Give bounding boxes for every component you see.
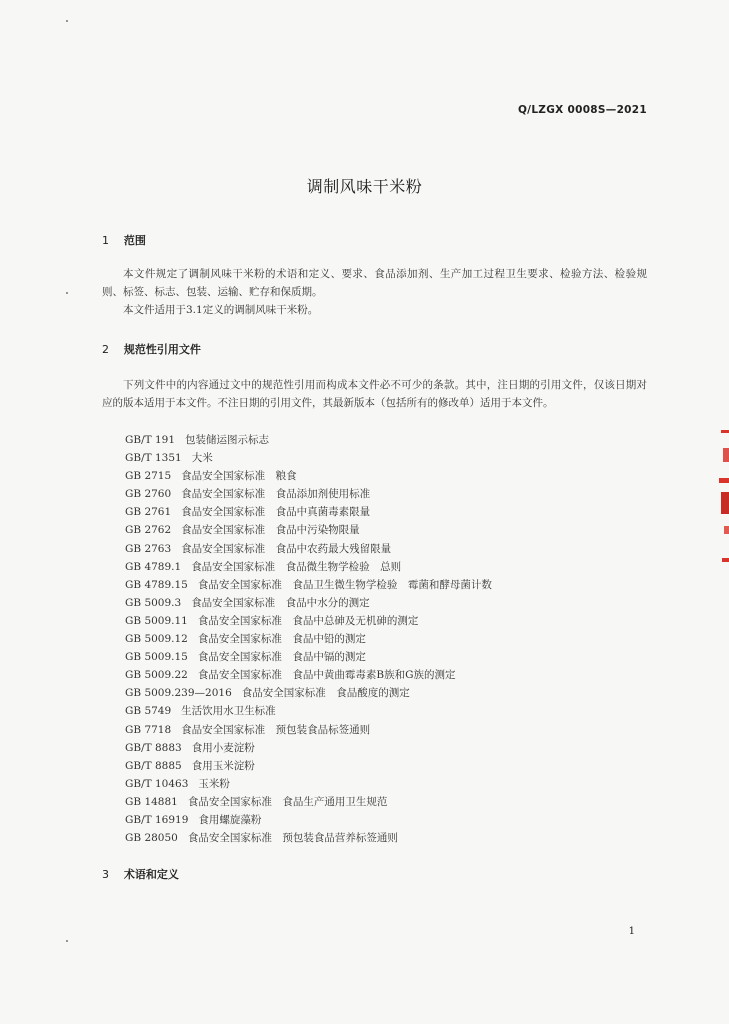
document-title: 调制风味干米粉 xyxy=(306,177,423,196)
section-title: 规范性引用文件 xyxy=(123,343,201,356)
section-number: 3 xyxy=(102,868,109,881)
reference-item xyxy=(125,540,492,558)
reference-code: GB 5009.11 xyxy=(125,614,188,627)
reference-title: 食品安全国家标准 食品生产通用卫生规范 xyxy=(187,795,388,808)
reference-title: 食品安全国家标准 预包装食品营养标签通则 xyxy=(187,832,398,845)
reference-title: 食用玉米淀粉 xyxy=(191,759,255,772)
reference-item xyxy=(125,811,492,829)
reference-item xyxy=(125,558,492,576)
page-number: 1 xyxy=(628,926,635,937)
reference-title: 食品安全国家标准 食品中污染物限量 xyxy=(181,524,360,537)
reference-code: GB/T 16919 xyxy=(125,813,189,826)
reference-item xyxy=(125,702,492,720)
reference-item xyxy=(125,793,492,811)
reference-code: GB 7718 xyxy=(125,723,172,736)
reference-item xyxy=(125,721,492,739)
reference-item xyxy=(125,431,492,449)
reference-code: GB 2763 xyxy=(125,542,172,555)
reference-code: GB 5009.12 xyxy=(125,633,188,646)
reference-code: GB 2760 xyxy=(125,488,172,501)
reference-item xyxy=(125,775,492,793)
reference-title: 食品安全国家标准 食品中总砷及无机砷的测定 xyxy=(197,614,419,627)
reference-title: 食品安全国家标准 食品中真菌毒素限量 xyxy=(181,506,371,519)
section-1-paragraph-1: 本文件规定了调制风味干米粉的术语和定义、要求、食品添加剂、生产加工过程卫生要求、检验方法、检验规则、标签、标志、包装、运输、贮存和保质期。 xyxy=(102,268,647,298)
reference-code: GB 14881 xyxy=(125,795,178,808)
reference-code: GB 5009.239—2016 xyxy=(125,687,232,700)
reference-code: GB/T 1351 xyxy=(125,452,182,465)
reference-item xyxy=(125,612,492,630)
reference-code: GB 5009.3 xyxy=(125,596,182,609)
section-number: 1 xyxy=(102,234,109,247)
normative-references-list xyxy=(125,431,492,847)
reference-item xyxy=(125,757,492,775)
reference-item xyxy=(125,449,492,467)
reference-code: GB 5009.22 xyxy=(125,669,188,682)
reference-title: 食品安全国家标准 食品中水分的测定 xyxy=(191,596,370,609)
scan-speck xyxy=(66,20,68,22)
reference-item xyxy=(125,829,492,847)
reference-item xyxy=(125,485,492,503)
reference-code: GB/T 8883 xyxy=(125,741,182,754)
reference-code: GB/T 191 xyxy=(125,434,176,446)
reference-item xyxy=(125,576,492,594)
reference-title: 食品安全国家标准 食品中农药最大残留限量 xyxy=(181,542,392,555)
reference-title: 包装储运图示标志 xyxy=(185,434,270,446)
reference-code: GB 5749 xyxy=(125,705,172,718)
reference-code: GB 2761 xyxy=(125,506,172,519)
reference-title: 食品安全国家标准 食品中镉的测定 xyxy=(197,651,366,664)
reference-code: GB 2715 xyxy=(125,470,172,483)
reference-title: 玉米粉 xyxy=(198,777,230,790)
section-3-heading xyxy=(102,866,179,882)
scan-speck xyxy=(66,940,68,942)
reference-title: 食品安全国家标准 预包装食品标签通则 xyxy=(181,723,371,736)
official-seal-fragment xyxy=(717,430,729,580)
reference-title: 生活饮用水卫生标准 xyxy=(181,705,276,718)
reference-item xyxy=(125,521,492,539)
section-1-heading xyxy=(102,232,146,248)
section-2-paragraph-1: 下列文件中的内容通过文中的规范性引用而构成本文件必不可少的条款。其中，注日期的引用文件，仅该日期对应的版本适用于本文件。不注日期的引用文件，其最新版本（包括所有的修改单）适用于本文件。 xyxy=(102,379,647,409)
section-number: 2 xyxy=(102,343,109,356)
reference-code: GB 4789.15 xyxy=(125,578,188,591)
reference-title: 食品安全国家标准 食品添加剂使用标准 xyxy=(181,488,371,501)
reference-title: 大米 xyxy=(191,452,213,465)
reference-code: GB 4789.1 xyxy=(125,560,182,573)
section-title: 术语和定义 xyxy=(123,868,179,881)
reference-code: GB 5009.15 xyxy=(125,651,188,664)
reference-item xyxy=(125,467,492,485)
reference-title: 食品安全国家标准 食品中黄曲霉毒素B族和G族的测定 xyxy=(197,669,456,682)
reference-item xyxy=(125,648,492,666)
reference-title: 食品安全国家标准 食品酸度的测定 xyxy=(241,687,410,700)
section-1-paragraph-2: 本文件适用于3.1定义的调制风味干米粉。 xyxy=(123,304,319,316)
reference-title: 食品安全国家标准 食品中铅的测定 xyxy=(197,633,366,646)
reference-title: 食品安全国家标准 食品微生物学检验 总则 xyxy=(191,560,402,573)
reference-title: 食品安全国家标准 粮食 xyxy=(181,470,297,483)
section-2-heading xyxy=(102,341,201,357)
reference-item xyxy=(125,684,492,702)
section-title: 范围 xyxy=(123,234,146,247)
reference-title: 食品安全国家标准 食品卫生微生物学检验 霉菌和酵母菌计数 xyxy=(197,578,492,591)
reference-title: 食用螺旋藻粉 xyxy=(198,813,262,826)
reference-item xyxy=(125,739,492,757)
document-code: Q/LZGX 0008S—2021 xyxy=(517,104,647,116)
reference-item xyxy=(125,666,492,684)
reference-item xyxy=(125,503,492,521)
reference-code: GB 28050 xyxy=(125,832,178,845)
reference-code: GB 2762 xyxy=(125,524,172,537)
reference-code: GB/T 8885 xyxy=(125,759,182,772)
reference-item xyxy=(125,630,492,648)
scan-speck xyxy=(66,292,68,294)
reference-title: 食用小麦淀粉 xyxy=(191,741,255,754)
reference-code: GB/T 10463 xyxy=(125,777,189,790)
reference-item xyxy=(125,594,492,612)
